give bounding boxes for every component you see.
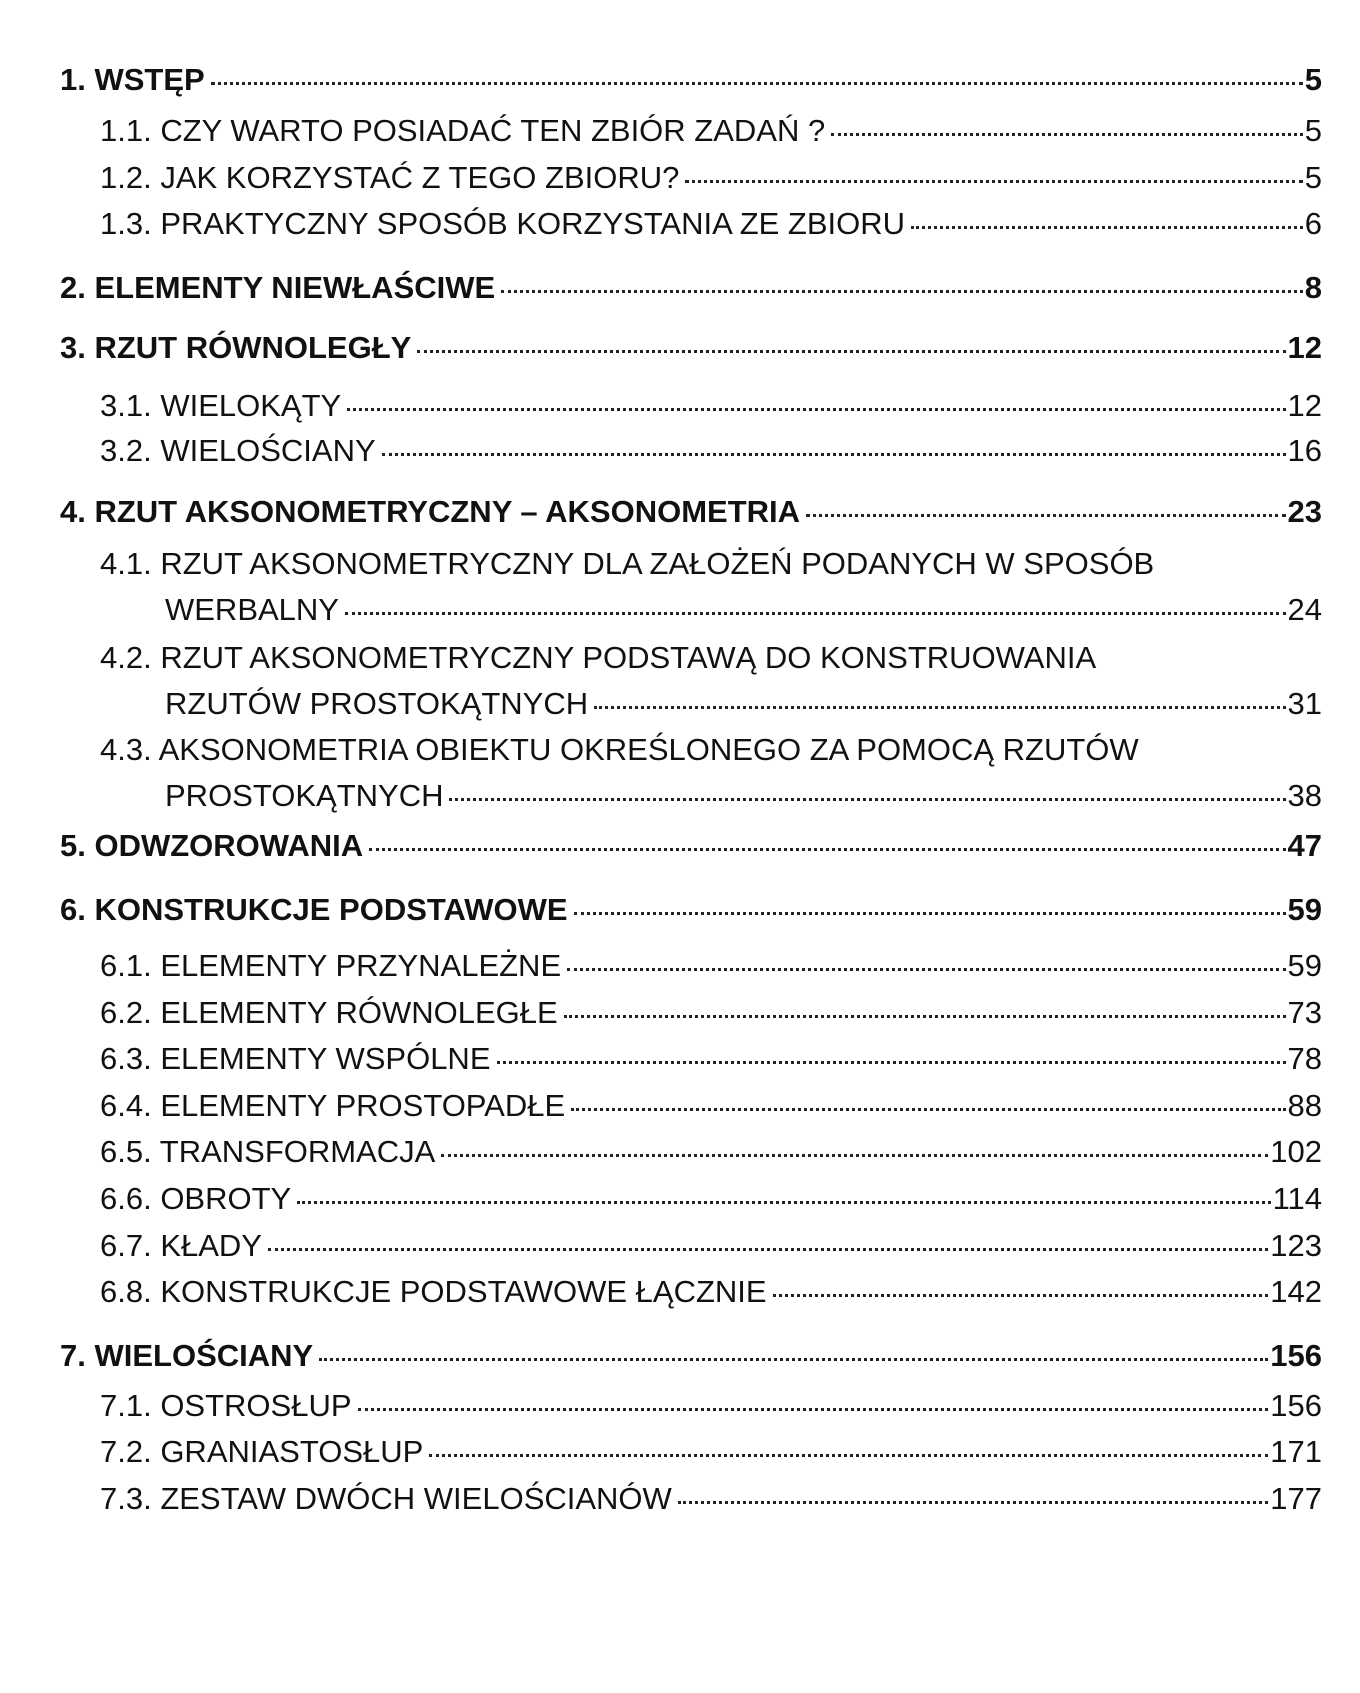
toc-subsection-label: 7.2. GRANIASTOSŁUP: [100, 1434, 424, 1469]
toc-subsection-entry[interactable]: [100, 948, 1322, 984]
toc-page-number: 12: [1287, 388, 1322, 423]
dot-leader: [449, 798, 1285, 801]
toc-chapter-entry[interactable]: [60, 828, 1322, 864]
toc-page-number: 102: [1270, 1134, 1322, 1169]
dot-leader: [345, 612, 1286, 615]
toc-subsection-label: 6.7. KŁADY: [100, 1228, 262, 1263]
dot-leader: [831, 133, 1303, 136]
toc-subsection-label: 6.1. ELEMENTY PRZYNALEŻNE: [100, 948, 562, 983]
toc-chapter-entry[interactable]: [60, 494, 1322, 530]
toc-page-number: 5: [1304, 113, 1322, 148]
toc-subsection-label: 4.3. AKSONOMETRIA OBIEKTU OKREŚLONEGO ZA POMOCĄ RZUTÓW: [100, 732, 1139, 767]
dot-leader: [501, 290, 1303, 293]
toc-page-number: 177: [1270, 1481, 1322, 1516]
toc-page-number: 12: [1287, 330, 1322, 365]
toc-subsection-label: 1.3. PRAKTYCZNY SPOSÓB KORZYSTANIA ZE ZBIORU: [100, 206, 906, 241]
dot-leader: [497, 1061, 1286, 1064]
toc-chapter-entry[interactable]: [60, 892, 1322, 928]
toc-subsection-label: PROSTOKĄTNYCH: [165, 778, 444, 813]
toc-subsection-label: 6.2. ELEMENTY RÓWNOLEGŁE: [100, 995, 558, 1030]
toc-subsection-label: WERBALNY: [165, 592, 339, 627]
toc-subsection-label: 7.1. OSTROSŁUP: [100, 1388, 352, 1423]
toc-chapter-entry[interactable]: [60, 270, 1322, 306]
dot-leader: [417, 350, 1285, 353]
toc-chapter-label: 2. ELEMENTY NIEWŁAŚCIWE: [60, 270, 496, 305]
dot-leader: [685, 180, 1302, 183]
toc-page-number: 73: [1287, 995, 1322, 1030]
toc-subsection-label: 1.2. JAK KORZYSTAĆ Z TEGO ZBIORU?: [100, 160, 680, 195]
toc-subsection-label: 4.2. RZUT AKSONOMETRYCZNY PODSTAWĄ DO KONSTRUOWANIA: [100, 640, 1097, 675]
dot-leader: [911, 226, 1303, 229]
toc-page-number: 38: [1287, 778, 1322, 813]
toc-page-number: 156: [1270, 1338, 1322, 1373]
toc-page-number: 88: [1287, 1088, 1322, 1123]
toc-subsection-entry[interactable]: [100, 1134, 1322, 1170]
toc-chapter-entry[interactable]: [60, 330, 1322, 366]
toc-page-number: 6: [1304, 206, 1322, 241]
dot-leader: [347, 408, 1285, 411]
toc-chapter-label: 6. KONSTRUKCJE PODSTAWOWE: [60, 892, 568, 927]
dot-leader: [678, 1501, 1268, 1504]
toc-subsection-entry[interactable]: [165, 686, 1322, 722]
toc-page-number: 23: [1287, 494, 1322, 529]
dot-leader: [429, 1454, 1268, 1457]
toc-subsection-entry[interactable]: [100, 1041, 1322, 1077]
toc-page-number: 31: [1287, 686, 1322, 721]
toc-subsection-entry[interactable]: [100, 1228, 1322, 1264]
toc-chapter-label: 5. ODWZOROWANIA: [60, 828, 364, 863]
toc-chapter-entry[interactable]: [60, 1338, 1322, 1374]
dot-leader: [574, 912, 1286, 915]
toc-page-number: 142: [1270, 1274, 1322, 1309]
toc-subsection-label: 6.5. TRANSFORMACJA: [100, 1134, 436, 1169]
toc-page-number: 16: [1287, 433, 1322, 468]
toc-subsection-entry[interactable]: [100, 160, 1322, 196]
dot-leader: [369, 848, 1285, 851]
toc-chapter-label: 4. RZUT AKSONOMETRYCZNY – AKSONOMETRIA: [60, 494, 801, 529]
toc-subsection-label: 3.2. WIELOŚCIANY: [100, 433, 376, 468]
toc-subsection-entry[interactable]: [100, 1388, 1322, 1424]
toc-subsection-entry[interactable]: [100, 1088, 1322, 1124]
toc-page-number: 47: [1287, 828, 1322, 863]
toc-subsection-label: 6.4. ELEMENTY PROSTOPADŁE: [100, 1088, 566, 1123]
toc-subsection-label: 6.8. KONSTRUKCJE PODSTAWOWE ŁĄCZNIE: [100, 1274, 767, 1309]
dot-leader: [382, 453, 1286, 456]
dot-leader: [594, 706, 1285, 709]
toc-page-number: 156: [1270, 1388, 1322, 1423]
toc-subsection-entry[interactable]: [100, 433, 1322, 469]
toc-subsection-entry[interactable]: [165, 778, 1322, 814]
toc-subsection-label: RZUTÓW PROSTOKĄTNYCH: [165, 686, 589, 721]
toc-chapter-label: 1. WSTĘP: [60, 62, 205, 97]
toc-subsection-entry[interactable]: [100, 1481, 1322, 1517]
dot-leader: [567, 968, 1285, 971]
toc-subsection-label: 6.6. OBROTY: [100, 1181, 292, 1216]
toc-subsection-label: 7.3. ZESTAW DWÓCH WIELOŚCIANÓW: [100, 1481, 672, 1516]
toc-chapter-entry[interactable]: [60, 62, 1322, 98]
toc-page-number: 59: [1287, 892, 1322, 927]
toc-subsection-entry[interactable]: [100, 113, 1322, 149]
toc-subsection-label: 3.1. WIELOKĄTY: [100, 388, 342, 423]
dot-leader: [441, 1154, 1268, 1157]
toc-subsection-entry[interactable]: [100, 388, 1322, 424]
dot-leader: [319, 1358, 1268, 1361]
toc-subsection-entry[interactable]: [165, 592, 1322, 628]
toc-page-number: 114: [1272, 1181, 1322, 1216]
toc-page-number: 78: [1287, 1041, 1322, 1076]
dot-leader: [358, 1408, 1269, 1411]
toc-subsection-label: 4.1. RZUT AKSONOMETRYCZNY DLA ZAŁOŻEŃ PODANYCH W SPOSÓB: [100, 546, 1155, 581]
toc-page-number: 5: [1304, 160, 1322, 195]
dot-leader: [297, 1201, 1270, 1204]
dot-leader: [564, 1015, 1286, 1018]
toc-page-number: 59: [1287, 948, 1322, 983]
toc-page-number: 5: [1304, 62, 1322, 97]
toc-page-number: 171: [1270, 1434, 1322, 1469]
toc-page-number: 24: [1287, 592, 1322, 627]
toc-subsection-entry[interactable]: [100, 1434, 1322, 1470]
dot-leader: [806, 514, 1285, 517]
toc-chapter-label: 7. WIELOŚCIANY: [60, 1338, 314, 1373]
toc-page-number: 8: [1304, 270, 1322, 305]
toc-subsection-entry[interactable]: [100, 995, 1322, 1031]
toc-subsection-entry[interactable]: [100, 1181, 1322, 1217]
dot-leader: [268, 1248, 1268, 1251]
toc-chapter-label: 3. RZUT RÓWNOLEGŁY: [60, 330, 412, 365]
toc-subsection-label: 6.3. ELEMENTY WSPÓLNE: [100, 1041, 491, 1076]
dot-leader: [571, 1108, 1285, 1111]
toc-subsection-entry[interactable]: [100, 1274, 1322, 1310]
dot-leader: [773, 1294, 1269, 1297]
toc-page-number: 123: [1270, 1228, 1322, 1263]
toc-subsection-label: 1.1. CZY WARTO POSIADAĆ TEN ZBIÓR ZADAŃ ?: [100, 113, 826, 148]
toc-subsection-entry[interactable]: [100, 206, 1322, 242]
dot-leader: [211, 82, 1303, 85]
